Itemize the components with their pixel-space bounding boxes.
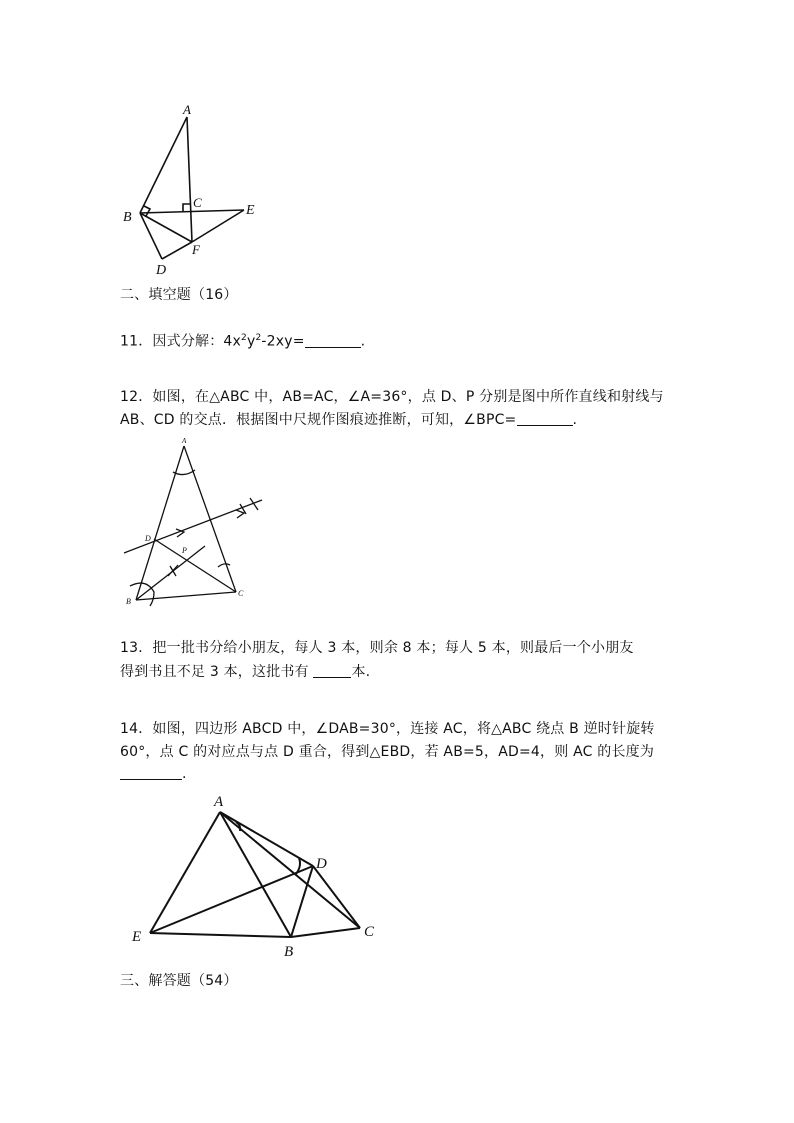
q11-suffix: -2xy= xyxy=(261,333,305,350)
fig3-side-ac xyxy=(220,812,360,928)
q13-line-2-text: 得到书且不足 3 本，这批书有 xyxy=(120,664,314,680)
fig2-arrow-2 xyxy=(236,510,244,518)
fig3-label-e: E xyxy=(132,929,142,945)
q11-answer-blank[interactable] xyxy=(305,333,361,348)
q14-end: . xyxy=(182,766,187,782)
fig1-line-be xyxy=(140,210,244,213)
question-11 xyxy=(120,326,365,355)
q11-sup1: 2 xyxy=(241,333,247,343)
fig2-arrow-1 xyxy=(176,529,184,537)
fig1-right-angle-c xyxy=(183,204,190,211)
fig1-label-c: C xyxy=(193,195,202,210)
question-14-line-1: 14．如图，四边形 ABCD 中，∠DAB=30°，连接 AC，将△ABC 绕点 B 逆时针旋转 xyxy=(120,721,655,737)
fig2-side-ac xyxy=(184,446,236,592)
question-13-line-2 xyxy=(120,660,370,685)
fig2-perpendicular-bisector xyxy=(124,500,262,553)
fig3-side-bc xyxy=(291,928,360,937)
fig2-label-c: C xyxy=(238,589,244,598)
fig3-side-ed xyxy=(150,866,313,933)
fig1-right-angle-b xyxy=(144,206,150,216)
fig3-side-ad xyxy=(220,812,313,866)
fig3-side-ae xyxy=(150,812,220,933)
fig3-angle-mark-a xyxy=(236,822,240,831)
fig3-side-ab xyxy=(220,812,291,937)
question-12-line-2 xyxy=(120,408,577,433)
fig2-label-b: B xyxy=(126,597,131,606)
fig2-arc-c xyxy=(218,564,230,567)
fig2-side-ab xyxy=(136,446,184,600)
fig2-ray-bp xyxy=(136,546,205,600)
fig2-arc-a xyxy=(173,470,195,475)
fig1-line-fe xyxy=(192,210,244,242)
question-12-line-1: 12．如图，在△ABC 中，AB=AC，∠A=36°，点 D、P 分别是图中所作直线和射线与 xyxy=(120,389,664,405)
fig2-tick-1 xyxy=(168,565,178,576)
q11-end: . xyxy=(360,333,366,350)
fig1-line-af xyxy=(187,117,192,242)
fig2-side-bc xyxy=(136,592,236,600)
fig3-side-eb xyxy=(150,933,291,937)
q13-end: 本. xyxy=(351,664,371,680)
fig3-side-dc xyxy=(313,866,360,928)
fig1-label-a: A xyxy=(183,102,191,117)
fig2-tick-2 xyxy=(170,566,176,576)
fig2-tick-3 xyxy=(240,504,246,514)
q11-sup2: 2 xyxy=(255,333,262,343)
fig1-line-ab xyxy=(140,117,187,213)
question-14-line-3 xyxy=(120,762,187,787)
fig3-angle-mark-d xyxy=(296,858,300,874)
q13-answer-blank[interactable] xyxy=(313,663,351,678)
q11-prefix: 11．因式分解：4x xyxy=(120,333,242,350)
fig2-label-p: P xyxy=(182,546,187,555)
fig3-side-db xyxy=(291,866,313,937)
fig3-label-d: D xyxy=(316,856,327,872)
fig1-label-d: D xyxy=(156,263,167,278)
fig3-label-a: A xyxy=(214,794,224,810)
fig3-label-b: B xyxy=(284,944,294,960)
fig1-label-f: F xyxy=(192,242,200,257)
fig1-line-df xyxy=(162,242,192,259)
q14-answer-blank[interactable] xyxy=(120,765,182,780)
question-14-line-2: 60°，点 C 的对应点与点 D 重合，得到△EBD，若 AB=5，AD=4，则 AC 的长度为 xyxy=(120,744,655,760)
fig2-segment-cd xyxy=(154,539,236,592)
fig2-label-d: D xyxy=(145,534,151,543)
q12-line-2-text: AB、CD 的交点．根据图中尺规作图痕迹推断，可知，∠BPC= xyxy=(120,412,517,428)
fig1-line-bf xyxy=(140,213,192,242)
fig2-arc-b xyxy=(130,583,154,606)
fig3-label-c: C xyxy=(364,924,375,940)
fig2-label-a: A xyxy=(182,437,187,445)
section-2-heading: 二、填空题（16） xyxy=(120,287,238,303)
q12-end: . xyxy=(572,412,578,428)
fig2-tick-4 xyxy=(250,498,258,510)
section-3-heading: 三、解答题（54） xyxy=(120,973,238,989)
q12-answer-blank[interactable] xyxy=(517,411,573,426)
fig1-label-e: E xyxy=(246,203,255,218)
q11-mid: y xyxy=(246,333,256,350)
question-13-line-1: 13．把一批书分给小朋友，每人 3 本，则余 8 本；每人 5 本，则最后一个小朋友 xyxy=(120,640,634,656)
fig1-label-b: B xyxy=(123,210,132,225)
fig1-line-bd xyxy=(140,213,162,259)
